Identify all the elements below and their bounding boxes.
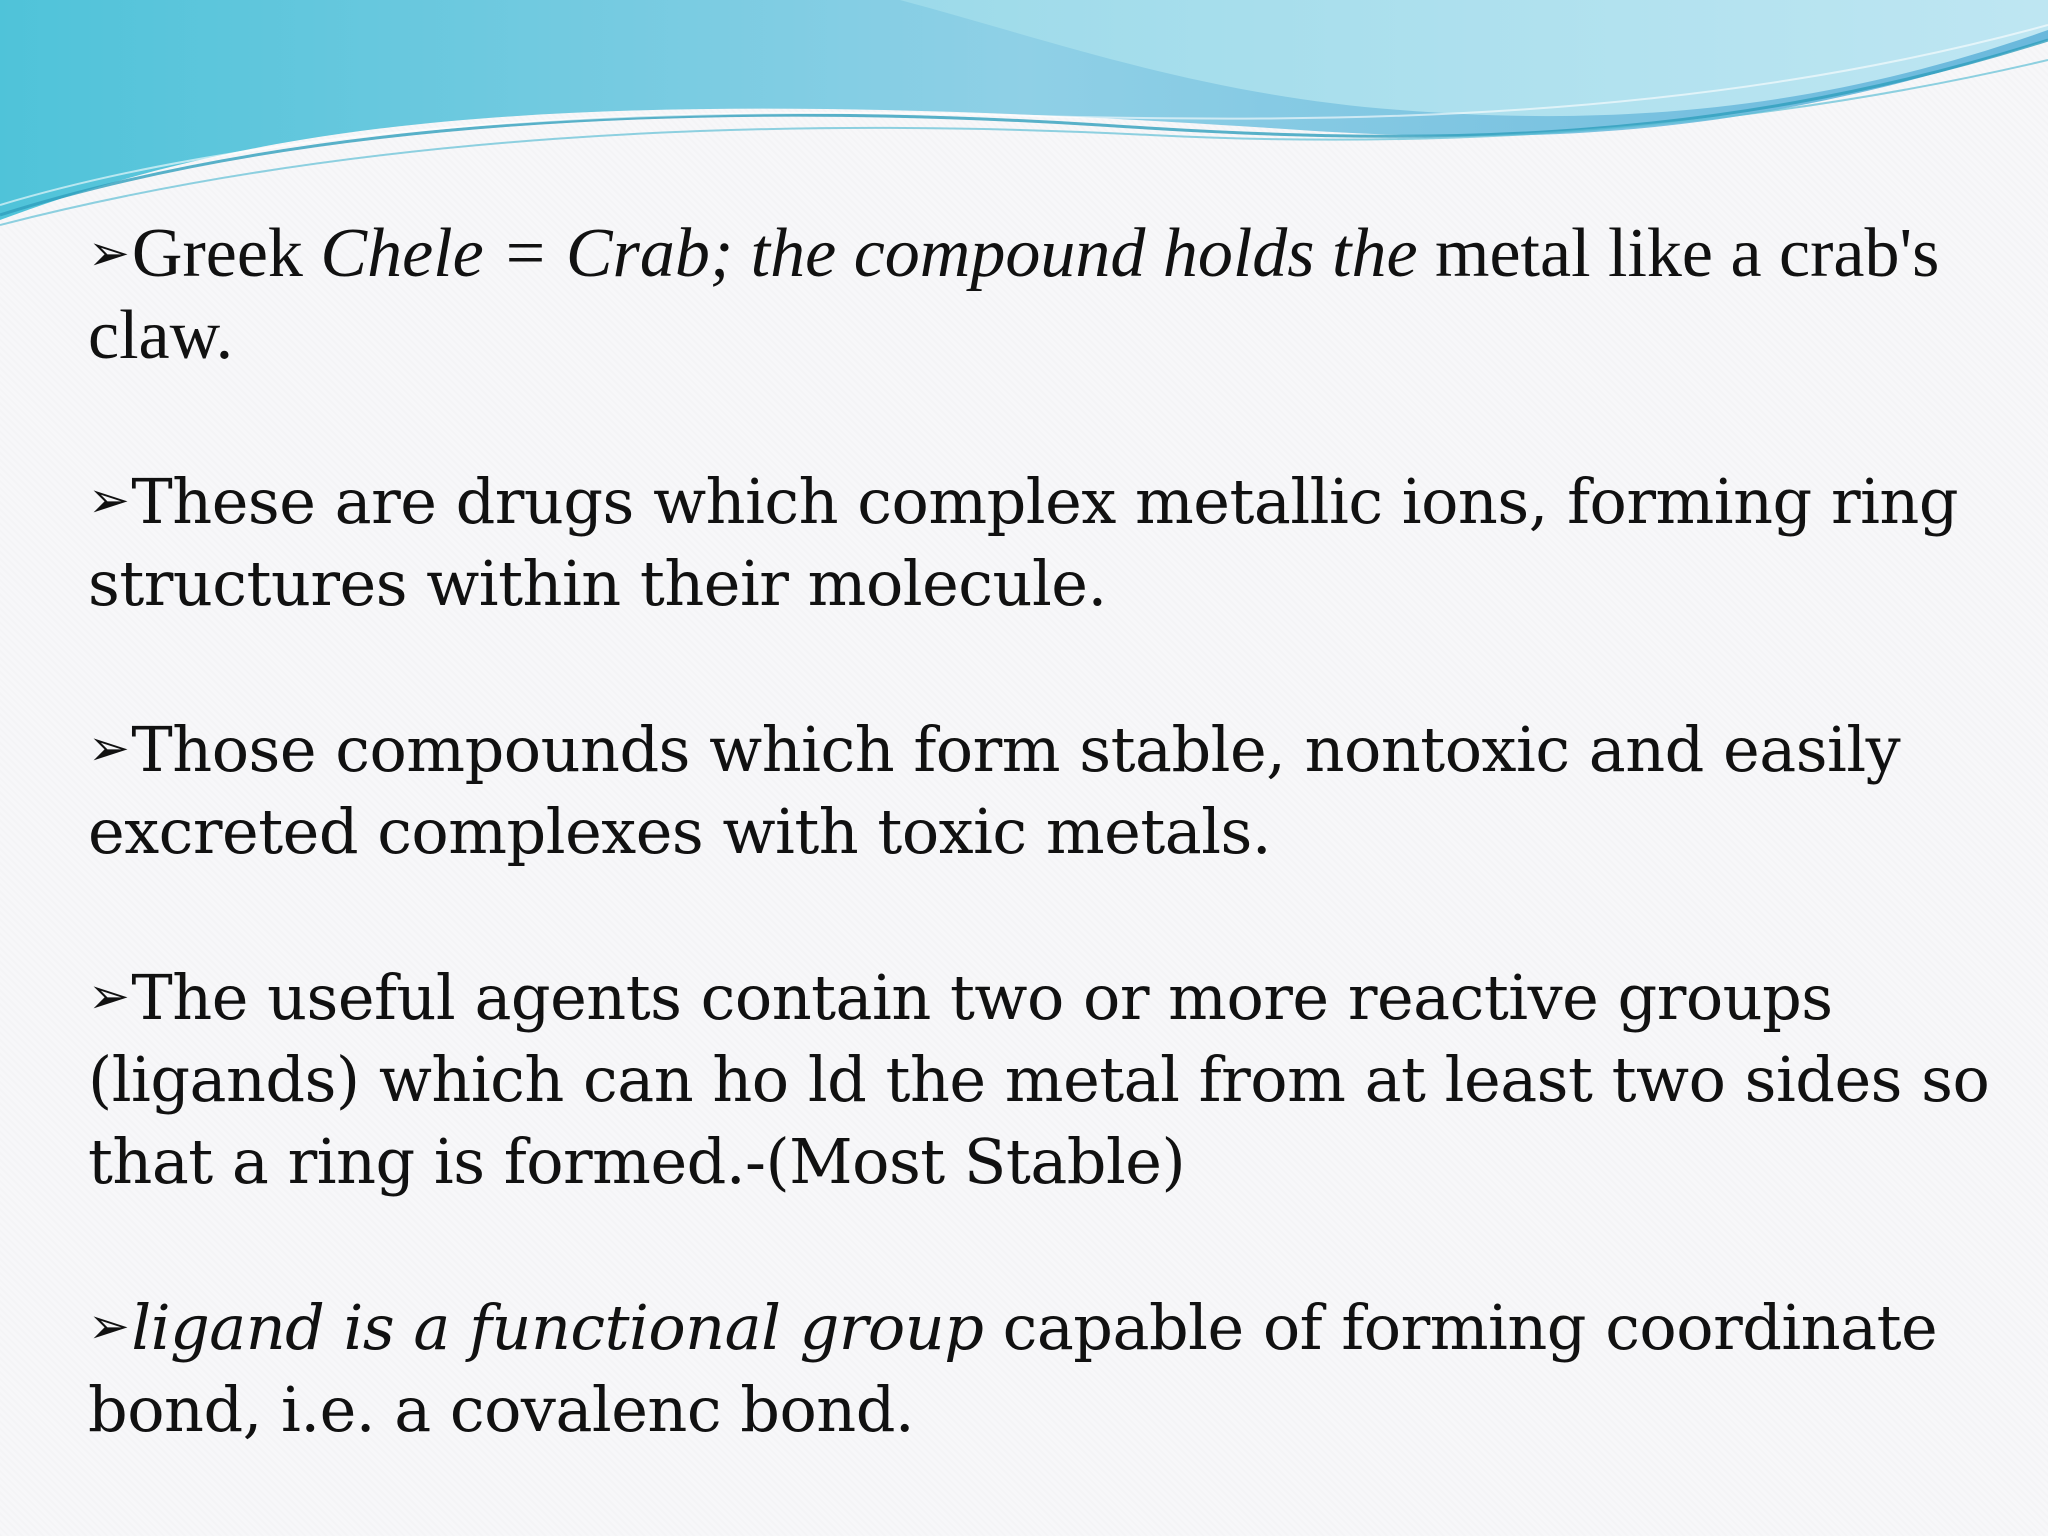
bullet-text-pre: Greek	[131, 215, 321, 292]
decorative-wave-header	[0, 0, 2048, 240]
bullet-text-post: capable of forming coordinate bond, i.e. a covalenc bond.	[88, 1291, 1938, 1446]
bullet-definition	[88, 459, 2028, 625]
bullet-text: Those compounds which form stable, nontoxic and easily excreted complexes with toxic metals.	[88, 713, 1901, 868]
bullet-list	[88, 212, 2028, 1533]
bullet-text: These are drugs which complex metallic ions, forming ring structures within their molecule.	[88, 465, 1959, 620]
bullet-text-italic: Chele = Crab; the compound holds the	[320, 215, 1418, 292]
bullet-text-italic: ligand is a functional group	[131, 1291, 984, 1364]
arrow-bullet-icon: ➢	[88, 1297, 130, 1355]
bullet-stable-complexes	[88, 707, 2028, 873]
arrow-bullet-icon: ➢	[88, 224, 130, 282]
bullet-text-post: metal like a crab's claw.	[88, 215, 1940, 374]
arrow-bullet-icon: ➢	[88, 719, 130, 777]
bullet-greek-origin	[88, 212, 2028, 377]
bullet-text: The useful agents contain two or more reactive groups (ligands) which can ho ld the metal from at least two sides so that a ring is formed.-(Most Stable)	[88, 961, 1990, 1198]
arrow-bullet-icon: ➢	[88, 967, 130, 1025]
bullet-useful-agents	[88, 955, 2028, 1203]
arrow-bullet-icon: ➢	[88, 471, 130, 529]
bullet-ligand	[88, 1285, 2028, 1451]
